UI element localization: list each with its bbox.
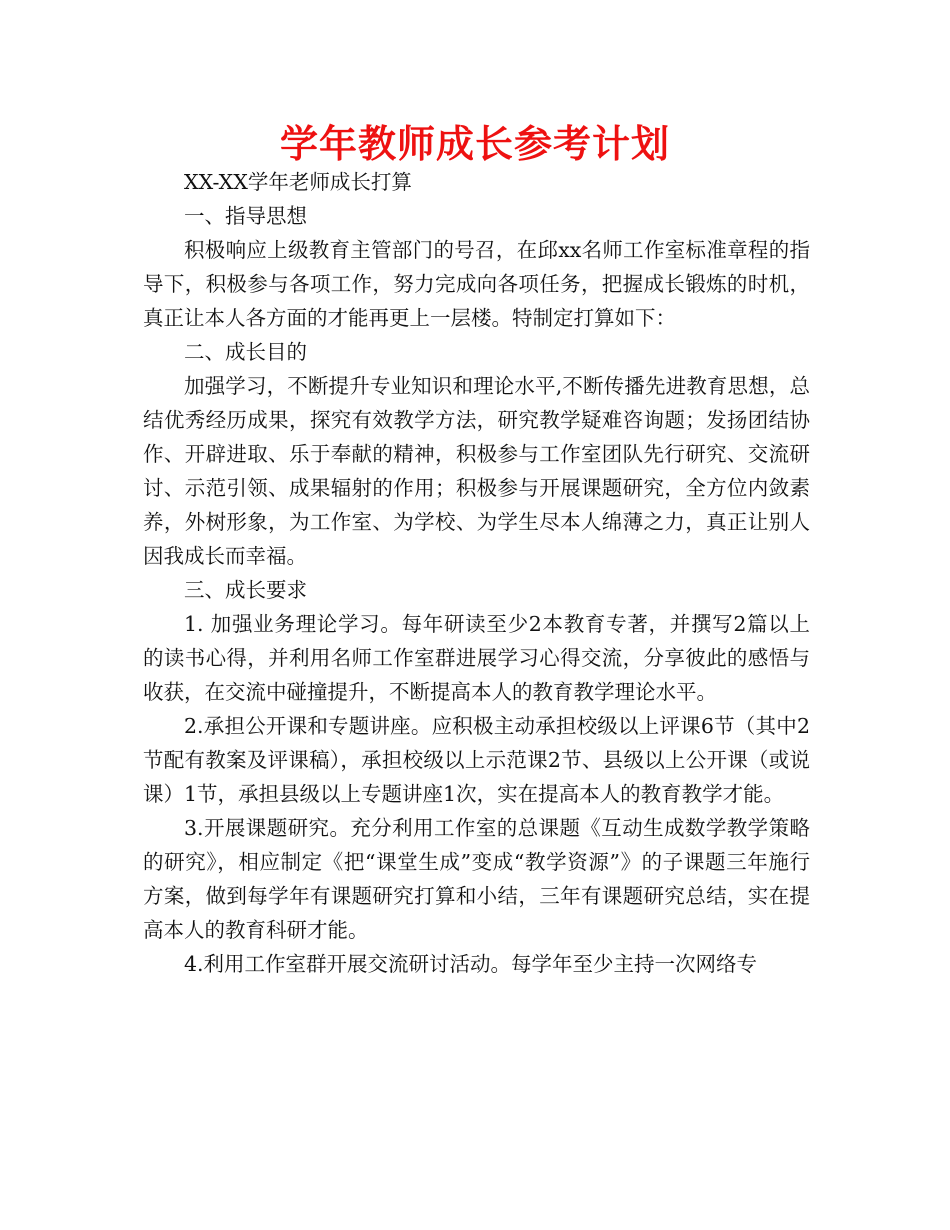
document-title: 学年教师成长参考计划 <box>279 122 670 166</box>
paragraph-requirement-3: 3.开展课题研究。充分利用工作室的总课题《互动生成数学教学策略的研究》，相应制定《把“课堂生成”变成“教学资源”》的子课题三年施行方案，做到每学年有课题研究打算和小结，三年有课题研究总结，实在提高本人的教育科研才能。 <box>143 816 810 942</box>
paragraph-growth-goals: 加强学习，不断提升专业知识和理论水平,不断传播先进教育思想，总结优秀经历成果，探究有效教学方法，研究教学疑难咨询题；发扬团结协作、开辟进取、乐于奉献的精神，积极参与工作室团队先行研究、交流研讨、示范引领、成果辐射的作用；积极参与开展课题研究，全方位内敛素养，外树形象，为工作室、为学校、为学生尽本人绵薄之力，真正让别人因我成长而幸福。 <box>143 374 810 568</box>
section-heading-growth-goals: 二、成长目的 <box>184 340 307 364</box>
paragraph-requirement-2: 2.承担公开课和专题讲座。应积极主动承担校级以上评课6节（其中2节配有教案及评课稿），承担校级以上示范课2节、县级以上公开课（或说课）1节，承担县级以上专题讲座1次，实在提高本人的教育教学才能。 <box>143 714 810 806</box>
paragraph-requirement-4: 4.利用工作室群开展交流研讨活动。每学年至少主持一次网络专 <box>184 952 758 976</box>
paragraph-subtitle: XX-XX学年老师成长打算 <box>184 170 412 194</box>
section-heading-guiding-thought: 一、指导思想 <box>184 204 307 228</box>
document-body <box>143 165 810 981</box>
section-heading-growth-requirements: 三、成长要求 <box>184 578 307 602</box>
paragraph-guiding-thought: 积极响应上级教育主管部门的号召，在邱xx名师工作室标准章程的指导下，积极参与各项工作，努力完成向各项任务，把握成长锻炼的时机，真正让本人各方面的才能再更上一层楼。特制定打算如下： <box>143 238 810 330</box>
paragraph-requirement-1: 1. 加强业务理论学习。每年研读至少2本教育专著，并撰写2篇以上的读书心得，并利用名师工作室群进展学习心得交流，分享彼此的感悟与收获，在交流中碰撞提升，不断提高本人的教育教学理论水平。 <box>143 612 810 704</box>
